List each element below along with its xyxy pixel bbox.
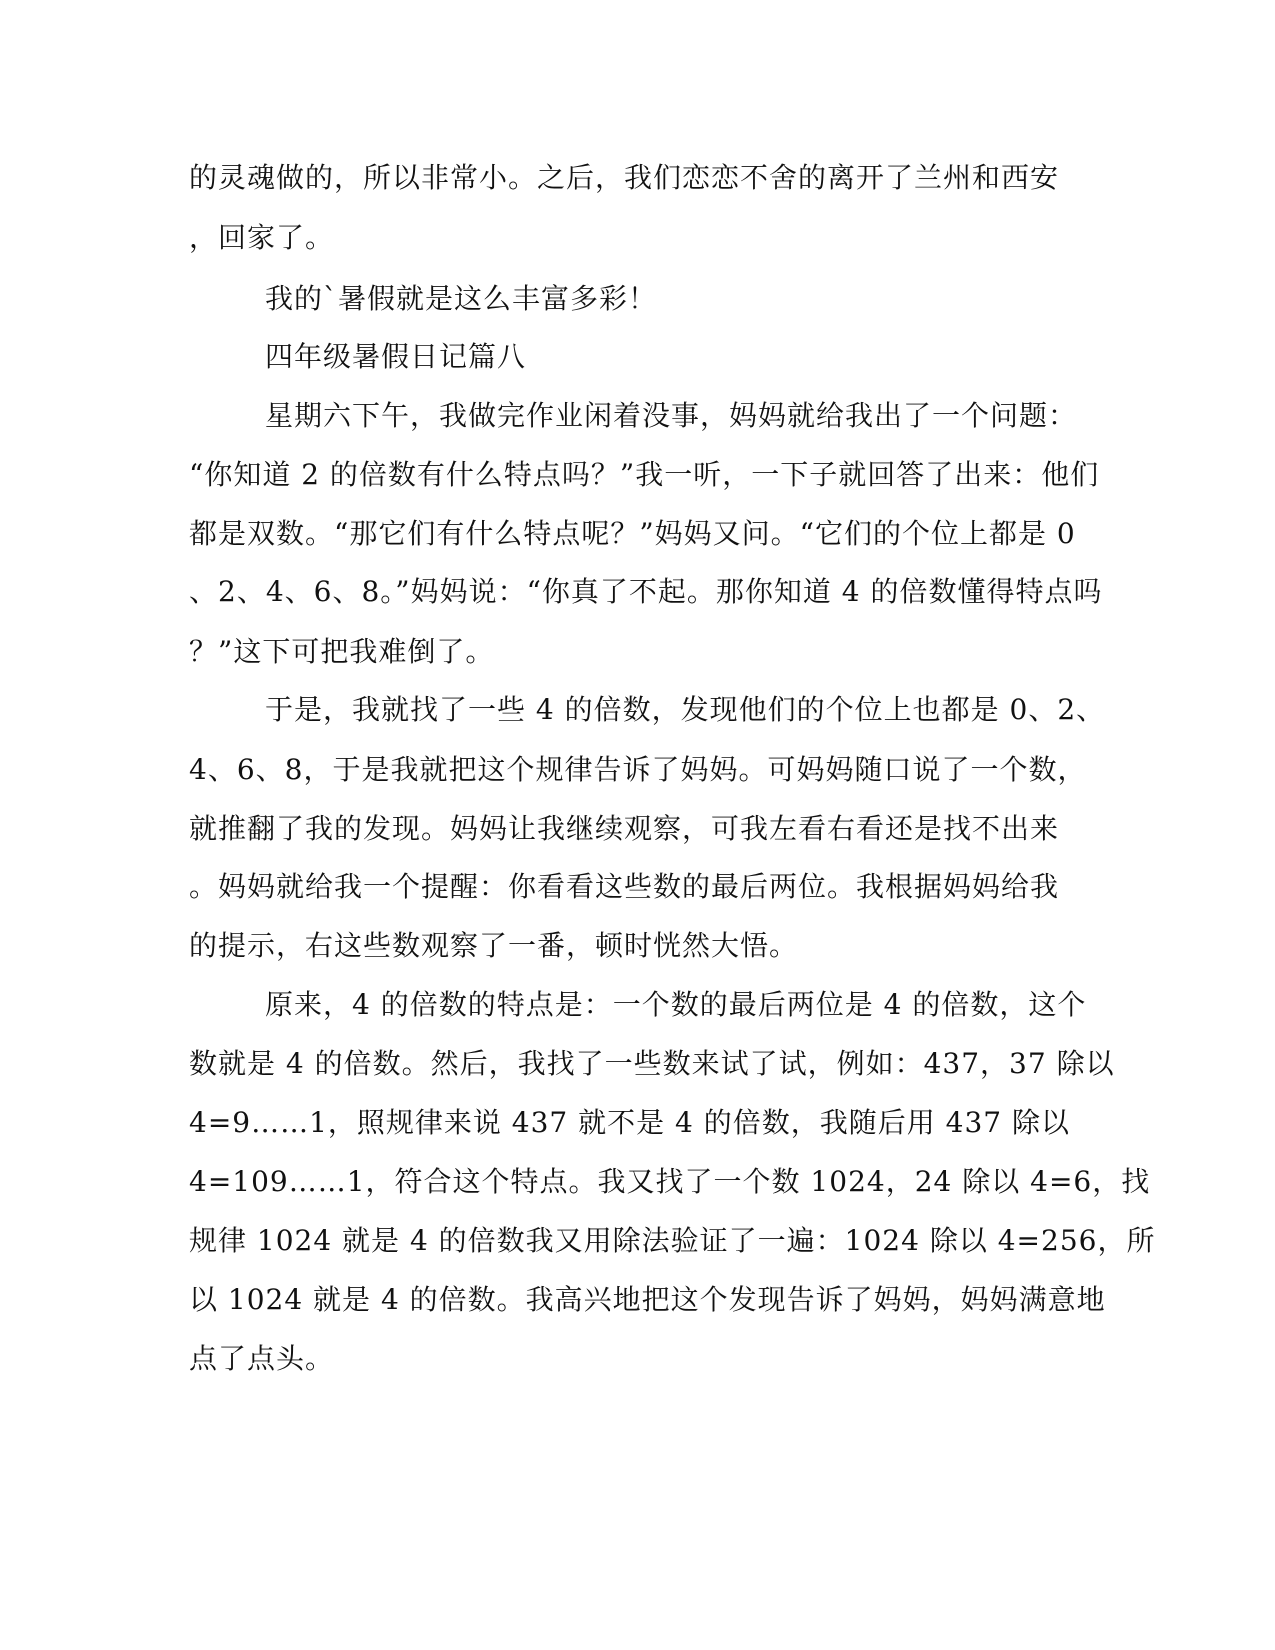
paragraph-line: 原来，4 的倍数的特点是：一个数的最后两位是 4 的倍数，这个 [265, 988, 1087, 1021]
text-line: 就推翻了我的发现。妈妈让我继续观察，可我左看右看还是找不出来 [189, 812, 1060, 845]
text-line: 的灵魂做的，所以非常小。之后，我们恋恋不舍的离开了兰州和西安 [189, 161, 1060, 194]
text-line: ？”这下可把我难倒了。 [189, 635, 495, 668]
text-line: 4=109……1，符合这个特点。我又找了一个数 1024，24 除以 4=6，找 [189, 1165, 1151, 1198]
paragraph-line: 星期六下午，我做完作业闲着没事，妈妈就给我出了一个问题： [265, 399, 1078, 432]
text-line: 、2、4、6、8。”妈妈说：“你真了不起。那你知道 4 的倍数懂得特点吗 [189, 575, 1103, 608]
text-line: 4、6、8，于是我就把这个规律告诉了妈妈。可妈妈随口说了一个数， [189, 753, 1087, 786]
text-line: 规律 1024 就是 4 的倍数我又用除法验证了一遍：1024 除以 4=256，所 [189, 1224, 1156, 1257]
text-line: 数就是 4 的倍数。然后，我找了一些数来试了试，例如：437，37 除以 [189, 1047, 1115, 1080]
text-line: “你知道 2 的倍数有什么特点吗？”我一听，一下子就回答了出来：他们 [189, 458, 1100, 491]
text-line: 都是双数。“那它们有什么特点呢？”妈妈又问。“它们的个位上都是 0 [189, 517, 1076, 550]
text-line: 以 1024 就是 4 的倍数。我高兴地把这个发现告诉了妈妈，妈妈满意地 [189, 1283, 1106, 1316]
text-line: 4=9……1，照规律来说 437 就不是 4 的倍数，我随后用 437 除以 [189, 1106, 1071, 1139]
paragraph-line: 我的`暑假就是这么丰富多彩！ [265, 282, 658, 315]
text-line: 点了点头。 [189, 1342, 335, 1375]
section-heading: 四年级暑假日记篇八 [265, 340, 527, 373]
text-line: 的提示，右这些数观察了一番，顿时恍然大悟。 [189, 929, 799, 962]
paragraph-line: 于是，我就找了一些 4 的倍数，发现他们的个位上也都是 0、2、 [265, 693, 1106, 726]
text-line: ，回家了。 [189, 221, 335, 254]
text-line: 。妈妈就给我一个提醒：你看看这些数的最后两位。我根据妈妈给我 [189, 870, 1060, 903]
